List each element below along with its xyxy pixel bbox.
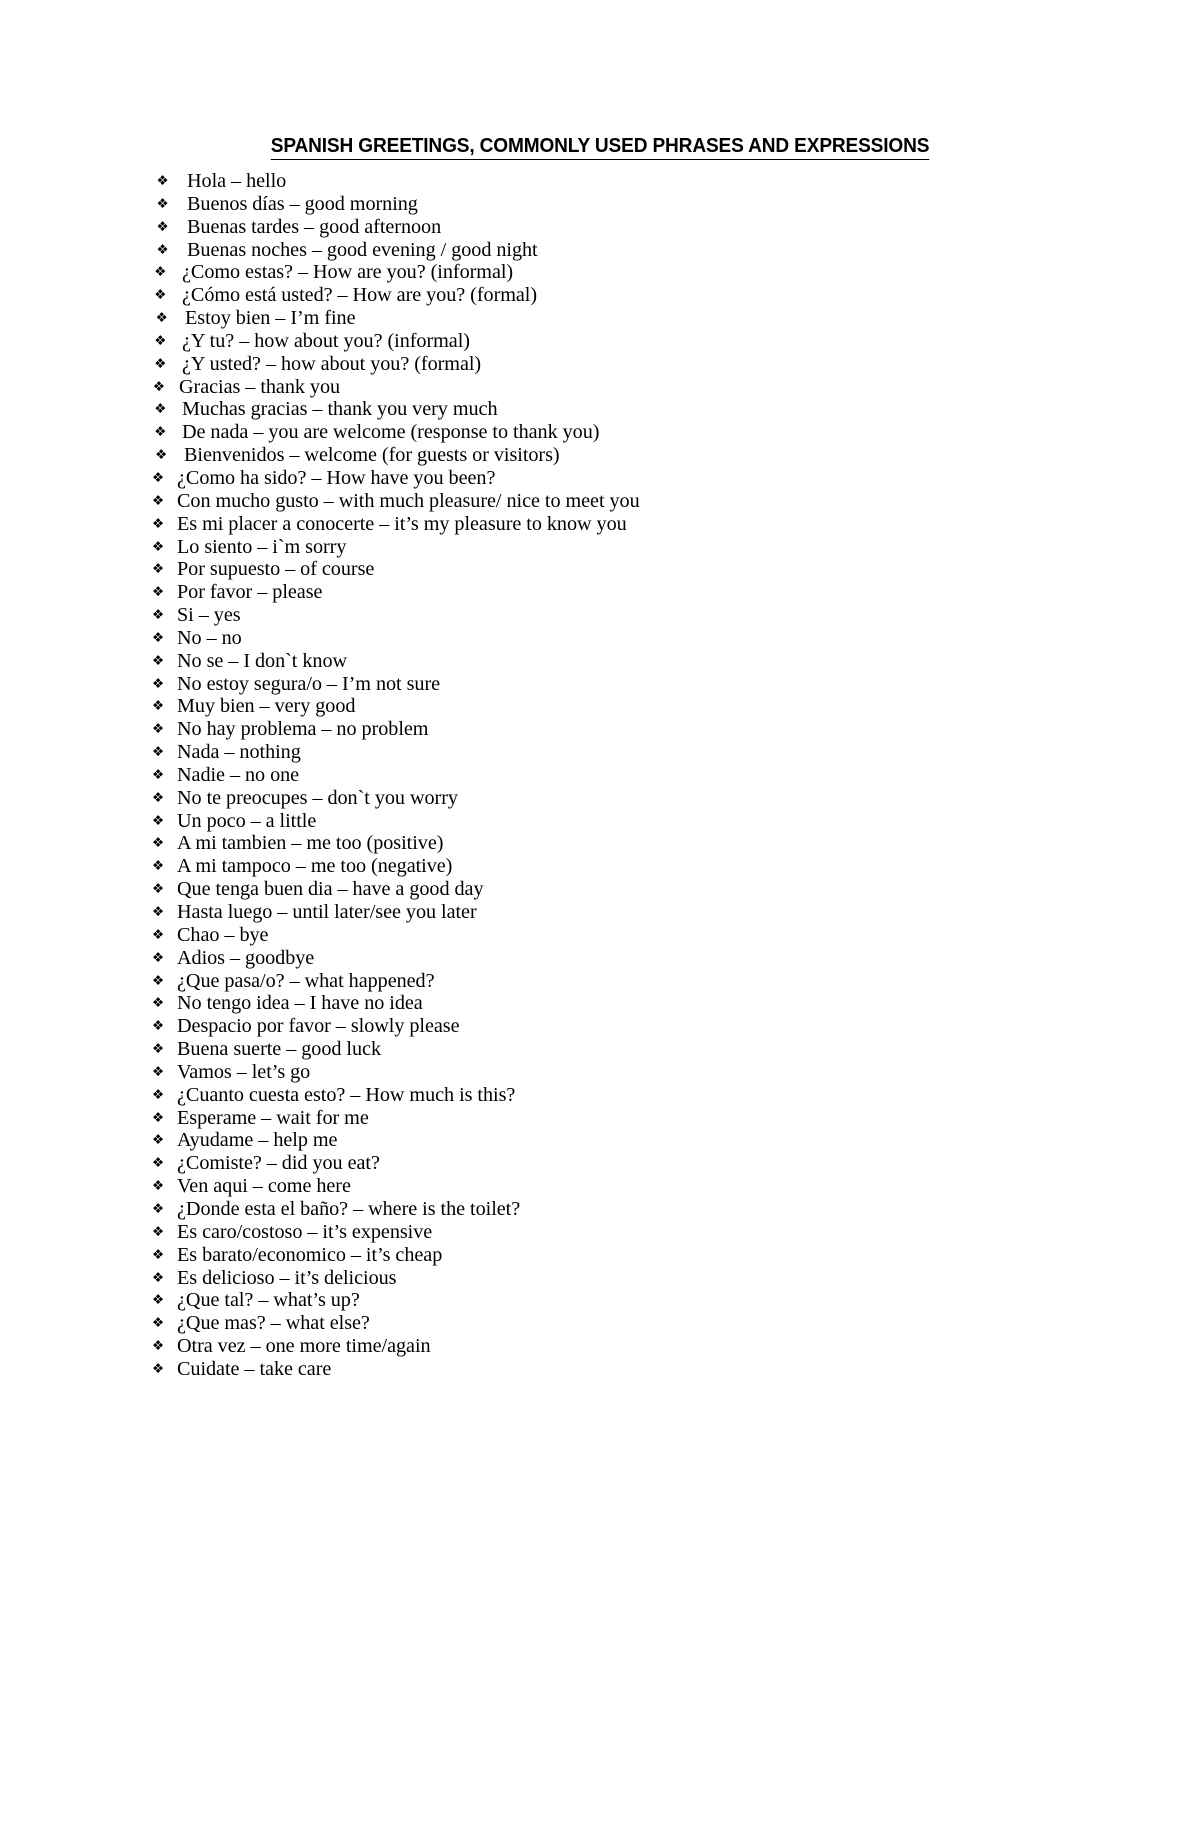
- list-item: [0, 673, 1200, 696]
- phrase-text: Ven aqui – come here: [177, 1175, 351, 1198]
- list-item: [0, 307, 1200, 330]
- list-item: [0, 261, 1200, 284]
- diamond-bullet-icon: ❖: [152, 949, 165, 966]
- phrase-text: Hasta luego – until later/see you later: [177, 901, 477, 923]
- diamond-bullet-icon: ❖: [152, 904, 165, 920]
- diamond-bullet-icon: ❖: [152, 675, 165, 692]
- list-item: [0, 992, 1200, 1015]
- diamond-bullet-icon: ❖: [152, 492, 165, 509]
- phrase-text: ¿Como ha sido? – How have you been?: [177, 466, 496, 489]
- diamond-bullet-icon: ❖: [156, 241, 169, 258]
- page-title-text: SPANISH GREETINGS, COMMONLY USED PHRASES AND EXPRESSIONS: [271, 134, 930, 160]
- list-item: [0, 1358, 1200, 1381]
- diamond-bullet-icon: ❖: [154, 287, 167, 304]
- diamond-bullet-icon: ❖: [152, 1109, 165, 1126]
- list-item: [0, 193, 1200, 216]
- diamond-bullet-icon: ❖: [152, 1063, 165, 1080]
- phrase-text: Es mi placer a conocerte – it’s my pleasure to know you: [177, 512, 627, 535]
- list-item: [0, 444, 1200, 467]
- list-item: [0, 695, 1200, 718]
- phrase-text: ¿Donde esta el baño? – where is the toilet?: [177, 1197, 521, 1220]
- list-item: [0, 376, 1200, 399]
- diamond-bullet-icon: ❖: [155, 310, 168, 327]
- phrase-text: Gracias – thank you: [179, 375, 341, 398]
- diamond-bullet-icon: ❖: [152, 1132, 165, 1149]
- phrase-text: Nada – nothing: [177, 741, 301, 764]
- list-item: [0, 353, 1200, 376]
- phrase-text: Que tenga buen dia – have a good day: [177, 878, 484, 901]
- list-item: [0, 490, 1200, 513]
- diamond-bullet-icon: ❖: [155, 447, 168, 464]
- phrase-text: ¿Cómo está usted? – How are you? (formal): [182, 284, 538, 307]
- list-item: [0, 947, 1200, 970]
- list-item: [0, 741, 1200, 764]
- list-item: [0, 398, 1200, 421]
- list-item: [0, 239, 1200, 262]
- diamond-bullet-icon: ❖: [154, 264, 167, 281]
- diamond-bullet-icon: ❖: [152, 1041, 165, 1058]
- list-item: [0, 330, 1200, 353]
- diamond-bullet-icon: ❖: [152, 378, 165, 395]
- phrase-text: Cuidate – take care: [177, 1357, 332, 1380]
- list-item: [0, 536, 1200, 559]
- list-item: [0, 1244, 1200, 1267]
- diamond-bullet-icon: ❖: [152, 995, 165, 1012]
- list-item: [0, 832, 1200, 855]
- list-item: [0, 1015, 1200, 1038]
- diamond-bullet-icon: ❖: [152, 1086, 165, 1103]
- phrase-text: Buenos días – good morning: [187, 192, 418, 215]
- phrase-text: Hola – hello: [187, 170, 287, 192]
- phrase-text: Si – yes: [177, 604, 241, 627]
- phrase-text: ¿Como estas? – How are you? (informal): [182, 261, 514, 284]
- list-item: [0, 1335, 1200, 1358]
- diamond-bullet-icon: ❖: [152, 789, 165, 806]
- phrase-text: Buena suerte – good luck: [177, 1038, 381, 1061]
- diamond-bullet-icon: ❖: [152, 1155, 165, 1172]
- phrase-text: A mi tambien – me too (positive): [177, 832, 444, 855]
- diamond-bullet-icon: ❖: [152, 538, 165, 555]
- diamond-bullet-icon: ❖: [154, 401, 167, 418]
- list-item: [0, 878, 1200, 901]
- diamond-bullet-icon: ❖: [154, 332, 167, 349]
- phrase-text: Por favor – please: [177, 581, 323, 604]
- diamond-bullet-icon: ❖: [152, 1338, 165, 1355]
- phrase-text: Despacio por favor – slowly please: [177, 1015, 460, 1038]
- phrase-text: Estoy bien – I’m fine: [185, 307, 356, 330]
- diamond-bullet-icon: ❖: [152, 744, 165, 761]
- phrase-text: Un poco – a little: [177, 809, 317, 832]
- list-item: [0, 1312, 1200, 1335]
- diamond-bullet-icon: ❖: [152, 515, 165, 532]
- list-item: [0, 764, 1200, 787]
- phrase-text: Es barato/economico – it’s cheap: [177, 1243, 443, 1266]
- list-item: [0, 1175, 1200, 1198]
- list-item: [0, 855, 1200, 878]
- list-item: [0, 1129, 1200, 1152]
- phrase-list: [0, 170, 1200, 1381]
- phrase-text: No hay problema – no problem: [177, 718, 429, 741]
- list-item: [0, 421, 1200, 444]
- phrase-text: A mi tampoco – me too (negative): [177, 855, 453, 878]
- list-item: [0, 467, 1200, 490]
- diamond-bullet-icon: ❖: [156, 218, 169, 235]
- phrase-text: ¿Que mas? – what else?: [177, 1312, 370, 1335]
- phrase-text: ¿Y tu? – how about you? (informal): [182, 329, 470, 352]
- list-item: [0, 284, 1200, 307]
- list-item: [0, 718, 1200, 741]
- diamond-bullet-icon: ❖: [152, 469, 165, 486]
- diamond-bullet-icon: ❖: [152, 1178, 165, 1195]
- phrase-text: Muy bien – very good: [177, 695, 356, 718]
- list-item: [0, 787, 1200, 810]
- list-item: [0, 581, 1200, 604]
- phrase-text: Adios – goodbye: [177, 946, 315, 969]
- diamond-bullet-icon: ❖: [152, 698, 165, 715]
- list-item: [0, 810, 1200, 833]
- phrase-text: Es caro/costoso – it’s expensive: [177, 1220, 433, 1243]
- phrase-text: Es delicioso – it’s delicious: [177, 1266, 397, 1289]
- page-title: [0, 134, 1200, 160]
- phrase-text: Vamos – let’s go: [177, 1060, 311, 1083]
- phrase-text: ¿Cuanto cuesta esto? – How much is this?: [177, 1083, 516, 1106]
- diamond-bullet-icon: ❖: [152, 561, 165, 578]
- diamond-bullet-icon: ❖: [152, 1200, 165, 1217]
- diamond-bullet-icon: ❖: [152, 1292, 165, 1309]
- phrase-text: ¿Que tal? – what’s up?: [177, 1289, 360, 1312]
- diamond-bullet-icon: ❖: [152, 812, 165, 829]
- phrase-text: Con mucho gusto – with much pleasure/ nice to meet you: [177, 489, 640, 512]
- phrase-text: Muchas gracias – thank you very much: [182, 398, 498, 421]
- diamond-bullet-icon: ❖: [152, 1269, 165, 1286]
- phrase-text: Buenas noches – good evening / good night: [187, 238, 538, 261]
- diamond-bullet-icon: ❖: [156, 173, 169, 189]
- phrase-text: ¿Que pasa/o? – what happened?: [177, 969, 435, 992]
- phrase-text: ¿Comiste? – did you eat?: [177, 1152, 380, 1175]
- diamond-bullet-icon: ❖: [152, 1018, 165, 1035]
- list-item: [0, 627, 1200, 650]
- diamond-bullet-icon: ❖: [152, 972, 165, 989]
- phrase-text: ¿Y usted? – how about you? (formal): [182, 352, 482, 375]
- phrase-text: Bienvenidos – welcome (for guests or visitors): [184, 444, 560, 467]
- phrase-text: No se – I don`t know: [177, 649, 348, 672]
- diamond-bullet-icon: ❖: [152, 1246, 165, 1263]
- phrase-text: De nada – you are welcome (response to thank you): [182, 421, 600, 444]
- diamond-bullet-icon: ❖: [152, 629, 165, 646]
- phrase-text: No estoy segura/o – I’m not sure: [177, 672, 441, 695]
- diamond-bullet-icon: ❖: [156, 195, 169, 212]
- diamond-bullet-icon: ❖: [152, 1223, 165, 1240]
- phrase-text: Otra vez – one more time/again: [177, 1335, 431, 1358]
- list-item: [0, 1084, 1200, 1107]
- phrase-text: Ayudame – help me: [177, 1129, 338, 1152]
- list-item: [0, 1289, 1200, 1312]
- list-item: [0, 170, 1200, 193]
- diamond-bullet-icon: ❖: [154, 424, 167, 441]
- list-item: [0, 970, 1200, 993]
- list-item: [0, 901, 1200, 924]
- diamond-bullet-icon: ❖: [152, 858, 165, 875]
- list-item: [0, 924, 1200, 947]
- diamond-bullet-icon: ❖: [152, 1360, 165, 1377]
- diamond-bullet-icon: ❖: [152, 584, 165, 601]
- list-item: [0, 1152, 1200, 1175]
- list-item: [0, 216, 1200, 239]
- phrase-text: No tengo idea – I have no idea: [177, 992, 423, 1015]
- phrase-text: Por supuesto – of course: [177, 558, 375, 581]
- diamond-bullet-icon: ❖: [152, 835, 165, 852]
- diamond-bullet-icon: ❖: [152, 607, 165, 624]
- phrase-text: Buenas tardes – good afternoon: [187, 215, 442, 238]
- phrase-text: Lo siento – i`m sorry: [177, 535, 347, 558]
- phrase-text: Chao – bye: [177, 923, 269, 946]
- phrase-text: No te preocupes – don`t you worry: [177, 786, 458, 809]
- diamond-bullet-icon: ❖: [152, 652, 165, 669]
- diamond-bullet-icon: ❖: [154, 355, 167, 372]
- list-item: [0, 558, 1200, 581]
- list-item: [0, 1267, 1200, 1290]
- diamond-bullet-icon: ❖: [152, 1315, 165, 1332]
- diamond-bullet-icon: ❖: [152, 766, 165, 783]
- list-item: [0, 1198, 1200, 1221]
- phrase-text: No – no: [177, 626, 242, 649]
- list-item: [0, 513, 1200, 536]
- list-item: [0, 1107, 1200, 1130]
- phrase-text: Nadie – no one: [177, 763, 300, 786]
- phrase-text: Esperame – wait for me: [177, 1106, 369, 1129]
- diamond-bullet-icon: ❖: [152, 926, 165, 943]
- list-item: [0, 1061, 1200, 1084]
- diamond-bullet-icon: ❖: [152, 881, 165, 898]
- list-item: [0, 1038, 1200, 1061]
- list-item: [0, 604, 1200, 627]
- list-item: [0, 650, 1200, 673]
- list-item: [0, 1221, 1200, 1244]
- diamond-bullet-icon: ❖: [152, 721, 165, 738]
